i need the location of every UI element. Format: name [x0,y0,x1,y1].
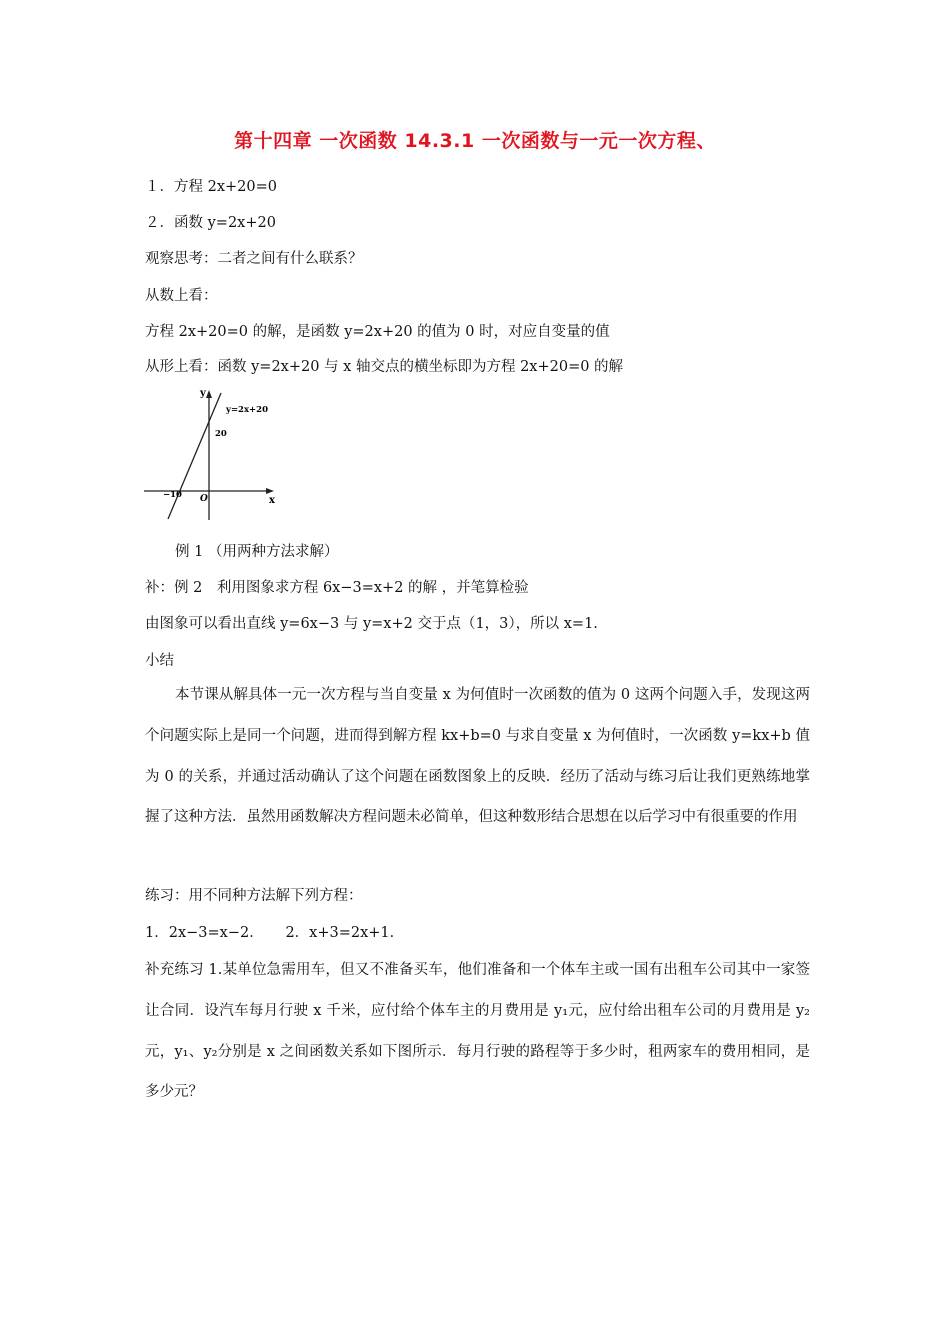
y-intercept-label: 20 [215,429,227,439]
x-axis-label: x [269,495,275,506]
function-line [168,393,221,519]
y-axis-label: y [200,388,206,399]
page-title: 第十四章 一次函数 14.3.1 一次函数与一元一次方程、 [234,130,716,152]
practice-items: 1．2x−3=x−2． 2．x+3=2x+1． [145,925,405,941]
numeric-view-heading: 从数上看： [145,288,218,304]
example-2-result: 由图象可以看出直线 y=6x−3 与 y=x+2 交于点（1，3），所以 x=1. [145,616,598,632]
example-1: 例 1 （用两种方法求解） [175,544,339,560]
example-2: 补：例 2 利用图象求方程 6x−3=x+2 的解 ，并笔算检验 [145,580,529,596]
x-intercept-label: −10 [163,490,182,500]
shape-view-text: 从形上看：函数 y=2x+20 与 x 轴交点的横坐标即为方程 2x+20=0 的解 [145,359,624,375]
summary-paragraph: 本节课从解具体一元一次方程与当自变量 x 为何值时一次函数的值为 0 这两个问题入手，发现这两个问题实际上是同一个问题，进而得到解方程 kx+b=0 与求自变量 x 为何值时，一次函数 y=kx+b 值为 0 的关系，并通过活动确认了这个问题在函数图象上的反映．经历了活动与练习后让我们更熟练地掌握了这种方法．虽然用函数解决方程问题未必简单，但这种数形结合思想在以后学习中有很重要的作用 [145,687,810,826]
line-label: y=2x+20 [226,405,268,415]
practice-heading: 练习：用不同种方法解下列方程： [145,888,363,904]
summary-heading: 小结 [145,653,174,669]
list-item: １．方程 2x+20=0 [145,179,277,195]
function-graph [142,385,282,525]
supplement-paragraph: 补充练习 1.某单位急需用车，但又不准备买车，他们准备和一个体车主或一国有出租车公司其中一家签让合同．设汽车每月行驶 x 千米，应付给个体车主的月费用是 y₁元，应付给出租车公司的月费用是 y₂元，y₁、y₂分别是 x 之间函数关系如下图所示．每月行驶的路程等于多少时，租两家车的费用相同，是多少元？ [145,962,810,1101]
numeric-view-text: 方程 2x+20=0 的解，是函数 y=2x+20 的值为 0 时，对应自变量的值 [145,324,610,340]
y-axis-arrow [206,390,212,398]
list-item: ２．函数 y=2x+20 [145,215,276,231]
x-axis-arrow [266,488,274,494]
origin-label: O [200,494,208,504]
observe-question: 观察思考：二者之间有什么联系？ [145,251,363,267]
